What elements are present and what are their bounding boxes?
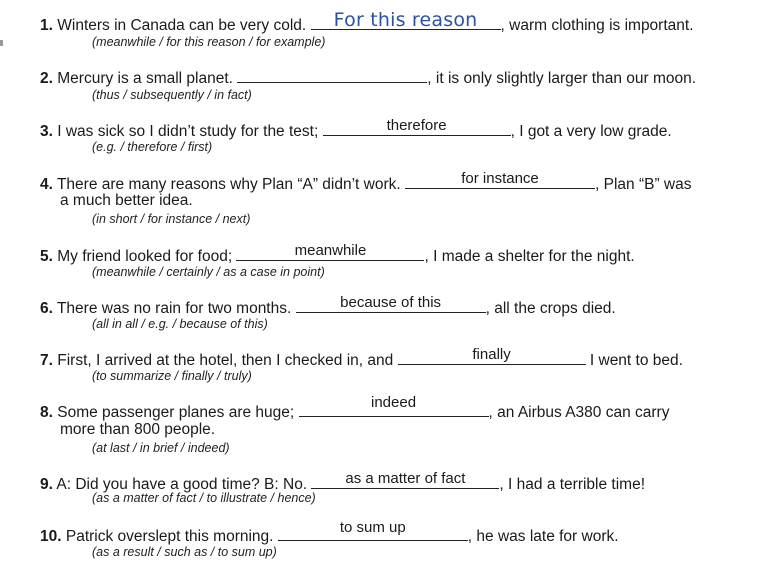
question-7 (40, 346, 755, 370)
answer-blank[interactable] (296, 294, 486, 313)
answer-blank[interactable] (405, 170, 595, 189)
question-8 (40, 394, 755, 422)
question-5 (40, 242, 755, 266)
question-number: 6. (40, 300, 53, 317)
question-4 (40, 170, 755, 194)
question-number: 2. (40, 70, 53, 87)
answer-text: because of this (340, 294, 442, 311)
options-hint-4: (in short / for instance / next) (92, 212, 251, 226)
question-text-after: I went to bed. (585, 352, 683, 369)
question-text-after: , warm clothing is important. (500, 17, 694, 34)
question-text-after: , all the crops died. (485, 300, 616, 317)
answer-text: indeed (371, 394, 417, 411)
answer-blank[interactable] (311, 9, 501, 31)
question-number: 8. (40, 404, 53, 421)
question-continuation-8: more than 800 people. (60, 421, 216, 438)
question-text: Some passenger planes are huge; (57, 404, 299, 421)
answer-blank[interactable] (323, 117, 511, 136)
answer-blank[interactable] (299, 394, 489, 417)
answer-text: finally (472, 346, 511, 363)
question-continuation-4: a much better idea. (60, 192, 193, 209)
question-1 (40, 9, 755, 35)
answer-text: therefore (386, 117, 447, 134)
options-hint-5: (meanwhile / certainly / as a case in point) (92, 265, 325, 279)
question-text-after: , it is only slightly larger than our moon. (427, 70, 697, 87)
question-text-after: , Plan “B” was (595, 176, 692, 193)
options-hint-2: (thus / subsequently / in fact) (92, 88, 252, 102)
question-number: 1. (40, 17, 53, 34)
question-3 (40, 117, 755, 141)
question-text: There are many reasons why Plan “A” didn’t work. (56, 176, 405, 193)
answer-text: For this reason (333, 9, 478, 31)
margin-mark (0, 40, 3, 46)
answer-text: as a matter of fact (345, 470, 466, 487)
question-text: I was sick so I didn’t study for the test; (57, 123, 323, 140)
question-number: 3. (40, 123, 53, 140)
options-hint-6: (all in all / e.g. / because of this) (92, 317, 268, 331)
question-number: 7. (40, 352, 53, 369)
question-text: First, I arrived at the hotel, then I checked in, and (57, 352, 398, 369)
answer-blank[interactable] (398, 346, 586, 365)
options-hint-7: (to summarize / finally / truly) (92, 369, 252, 383)
question-10 (40, 519, 755, 546)
question-text: Mercury is a small planet. (57, 70, 238, 87)
options-hint-10: (as a result / such as / to sum up) (92, 545, 277, 559)
question-text: Winters in Canada can be very cold. (57, 17, 311, 34)
options-hint-3: (e.g. / therefore / first) (92, 140, 213, 154)
question-text-after: , an Airbus A380 can carry (488, 404, 670, 421)
answer-text: to sum up (339, 519, 406, 536)
answer-blank[interactable] (236, 242, 424, 261)
question-text-after: , he was late for work. (467, 528, 619, 545)
question-2 (40, 67, 755, 88)
question-number: 9. (40, 476, 53, 493)
answer-blank[interactable] (278, 519, 468, 541)
answer-blank[interactable] (311, 470, 499, 489)
options-hint-8: (at last / in brief / indeed) (92, 441, 230, 455)
answer-blank[interactable] (237, 67, 427, 83)
question-text: There was no rain for two months. (56, 300, 296, 317)
question-text-after: , I made a shelter for the night. (424, 248, 635, 265)
question-text: My friend looked for food; (57, 248, 237, 265)
options-hint-9: (as a matter of fact / to illustrate / hence) (92, 491, 316, 505)
question-6 (40, 294, 755, 318)
question-number: 5. (40, 248, 53, 265)
answer-text: meanwhile (294, 242, 367, 259)
answer-text: for instance (461, 170, 539, 187)
question-text: A: Did you have a good time? B: No. (56, 476, 312, 493)
question-text-after: , I got a very low grade. (510, 123, 672, 140)
options-hint-1: (meanwhile / for this reason / for example) (92, 35, 326, 49)
question-number: 4. (40, 176, 53, 193)
question-text: Patrick overslept this morning. (65, 528, 278, 545)
question-text-after: , I had a terrible time! (499, 476, 646, 493)
question-number: 10. (40, 528, 62, 545)
